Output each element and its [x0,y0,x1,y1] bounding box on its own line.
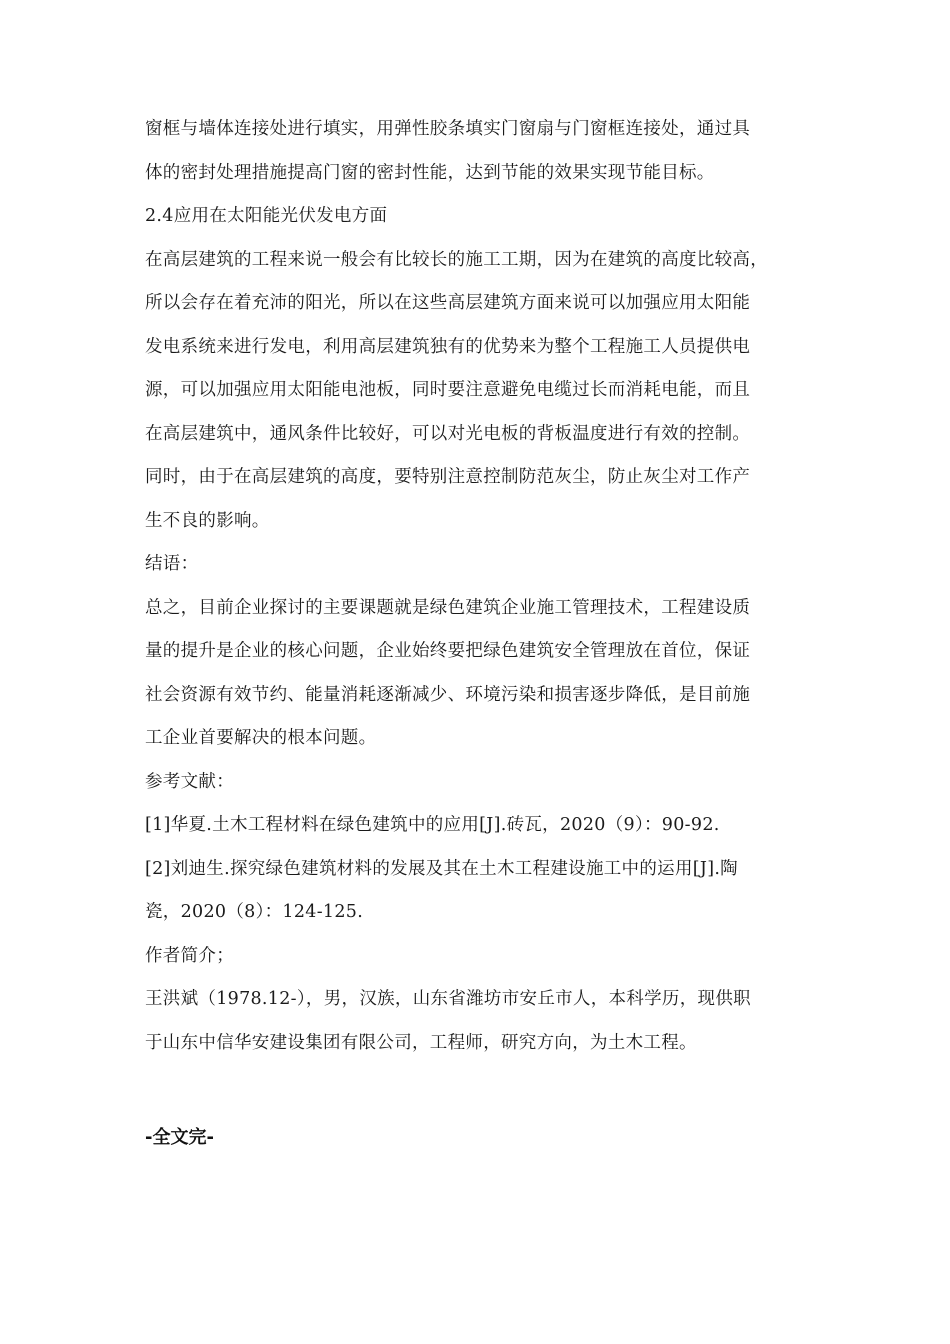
text-line-6: 发电系统来进行发电，利用高层建筑独有的优势来为整个工程施工人员提供电 [145,336,751,357]
text-line-5: 所以会存在着充沛的阳光，所以在这些高层建筑方面来说可以加强应用太阳能 [145,293,751,313]
reference-1: [1]华夏.土木工程材料在绿色建筑中的应用[J].砖瓦，2020（9）：90-92. [145,815,720,835]
text-line-8: 在高层建筑中，通风条件比较好，可以对光电板的背板温度进行有效的控制。 [145,423,751,444]
text-line-13: 量的提升是企业的核心问题，企业始终要把绿色建筑安全管理放在首位，保证 [145,641,751,661]
section-heading-2-4: 2.4应用在太阳能光伏发电方面 [145,206,388,226]
author-line-1: 王洪斌（1978.12-），男，汉族，山东省潍坊市安丘市人，本科学历，现供职 [145,989,751,1009]
conclusion-heading: 结语： [145,554,199,574]
text-line-1: 窗框与墙体连接处进行填实，用弹性胶条填实门窗扇与门窗框连接处，通过具 [145,119,751,139]
text-line-15: 工企业首要解决的根本问题。 [145,728,377,748]
text-line-12: 总之，目前企业探讨的主要课题就是绿色建筑企业施工管理技术，工程建设质 [145,597,751,618]
author-line-2: 于山东中信华安建设集团有限公司，工程师，研究方向，为土木工程。 [145,1032,697,1053]
references-heading: 参考文献： [145,771,234,792]
text-line-2: 体的密封处理措施提高门窗的密封性能，达到节能的效果实现节能目标。 [145,162,715,183]
reference-2-line-1: [2]刘迪生.探究绿色建筑材料的发展及其在土木工程建设施工中的运用[J].陶 [145,858,738,879]
text-line-7: 源，可以加强应用太阳能电池板，同时要注意避免电缆过长而消耗电能，而且 [145,380,751,400]
text-line-4: 在高层建筑的工程来说一般会有比较长的施工工期，因为在建筑的高度比较高， [145,249,768,270]
end-mark: -全文完- [145,1127,214,1148]
document-body [145,108,810,1065]
reference-2-line-2: 瓷，2020（8）：124-125. [145,902,364,922]
text-line-9: 同时，由于在高层建筑的高度，要特别注意控制防范灰尘，防止灰尘对工作产 [145,467,751,487]
author-heading: 作者简介； [145,945,234,966]
text-line-14: 社会资源有效节约、能量消耗逐渐减少、环境污染和损害逐步降低，是目前施 [145,684,751,705]
text-line-10: 生不良的影响。 [145,510,270,531]
